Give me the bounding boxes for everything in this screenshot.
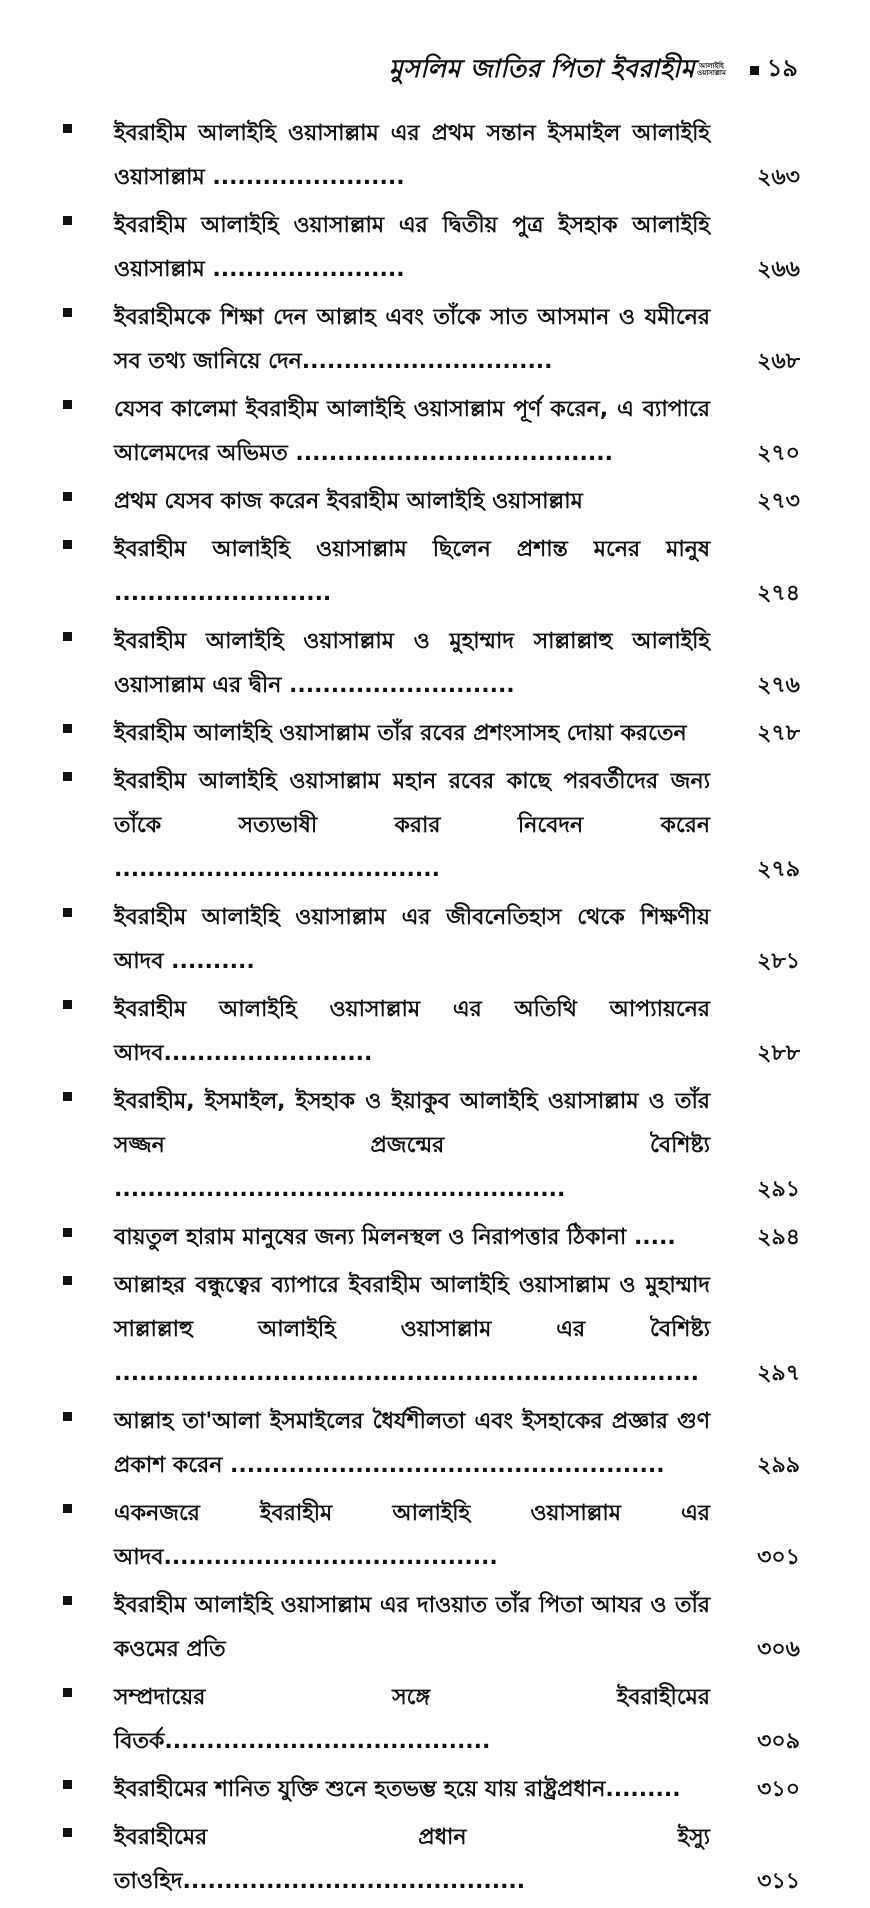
toc-entry-title: ইবরাহীম আলাইহি ওয়াসাল্লাম এর জীবনেতিহাস থেকে শিক্ষণীয় আদব .......... xyxy=(114,905,710,974)
bullet-icon xyxy=(63,1092,72,1101)
toc-entry xyxy=(60,204,800,292)
bullet-icon xyxy=(63,724,72,733)
toc-entry xyxy=(60,480,800,524)
bullet-icon xyxy=(63,1276,72,1285)
toc-entry-title: ইবরাহীম আলাইহি ওয়াসাল্লাম মহান রবের কাছে পরবর্তীদের জন্য তাঁকে সত্যভাষী করার নিবেদন করেন ....................................... xyxy=(114,769,710,882)
bullet-icon xyxy=(63,540,72,549)
bullet-icon xyxy=(63,1228,72,1237)
toc-entry-title: ইবরাহীমের প্রধান ইস্যু তাওহিদ......................................... xyxy=(114,1825,710,1894)
toc-entry-page: ৩১০ xyxy=(757,1777,800,1802)
toc-entry-title: ইবরাহীমকে শিক্ষা দেন আল্লাহ এবং তাঁকে সাত আসমান ও যমীনের সব তথ্য জানিয়ে দেন.............................. xyxy=(114,305,710,374)
toc-entry-title: ইবরাহীম আলাইহি ওয়াসাল্লাম ছিলেন প্রশান্ত মনের মানুষ .......................... xyxy=(114,537,710,606)
toc-entry xyxy=(60,620,800,708)
toc-entry-page: ২৯৪ xyxy=(757,1225,800,1250)
honorific-bottom: ওয়াসাল্লাম xyxy=(696,69,726,77)
toc-entry-title: সম্প্রদায়ের সঙ্গে ইবরাহীমের বিতর্ক....................................... xyxy=(114,1685,710,1754)
toc-entry xyxy=(60,1768,800,1812)
bullet-icon xyxy=(63,1780,72,1789)
toc-entry-title: বায়তুল হারাম মানুষের জন্য মিলনস্থল ও নিরাপত্তার ঠিকানা ..... xyxy=(114,1225,676,1250)
bullet-icon xyxy=(63,400,72,409)
toc-entry xyxy=(60,1264,800,1396)
toc-entry xyxy=(60,112,800,200)
page-number: ১৯ xyxy=(766,54,798,82)
bullet-icon xyxy=(63,492,72,501)
toc-entry-page: ২৬৩ xyxy=(757,165,800,190)
toc-entry-title: ইবরাহীম আলাইহি ওয়াসাল্লাম তাঁর রবের প্রশংসাসহ দোয়া করতেন xyxy=(114,721,687,746)
toc-entry-page: ২৮১ xyxy=(757,949,800,974)
toc-entry-title: ইবরাহীম আলাইহি ওয়াসাল্লাম ও মুহাম্মাদ সাল্লাল্লাহু আলাইহি ওয়াসাল্লাম এর দ্বীন ........................... xyxy=(114,629,710,698)
toc-entry-page: ৩০৬ xyxy=(757,1637,800,1662)
toc-entry xyxy=(60,712,800,756)
toc-entry xyxy=(60,1492,800,1580)
running-title: মুসলিম জাতির পিতা ইবরাহীম xyxy=(388,53,695,83)
toc-entry-page: ৩১১ xyxy=(757,1869,800,1894)
toc-entry-page: ২৭৩ xyxy=(757,489,800,514)
bullet-icon xyxy=(63,1504,72,1513)
toc-entry-title: ইবরাহীমের শানিত যুক্তি শুনে হতভম্ভ হয়ে যায় রাষ্ট্রপ্রধান......... xyxy=(114,1777,681,1802)
bullet-icon xyxy=(63,216,72,225)
toc-entry-page: ২৯১ xyxy=(757,1177,800,1202)
toc-entry-title: একনজরে ইবরাহীম আলাইহি ওয়াসাল্লাম এর আদব........................................ xyxy=(114,1501,710,1570)
toc-entry-page: ২৯৯ xyxy=(757,1453,800,1478)
toc-entry-page: ২৭০ xyxy=(757,441,800,466)
toc-entry xyxy=(60,1676,800,1764)
bullet-icon xyxy=(63,772,72,781)
toc-entry-page: ২৭৮ xyxy=(757,721,800,746)
toc-entry xyxy=(60,1816,800,1904)
toc-entry-page: ৩০৯ xyxy=(757,1729,800,1754)
toc-entry xyxy=(60,296,800,384)
toc-entry-page: ২৭৬ xyxy=(757,673,800,698)
toc-entry xyxy=(60,1080,800,1212)
bullet-icon xyxy=(63,308,72,317)
toc-entry-title: ইবরাহীম আলাইহি ওয়াসাল্লাম এর দ্বিতীয় পুত্র ইসহাক আলাইহি ওয়াসাল্লাম ....................... xyxy=(114,213,710,282)
bullet-icon xyxy=(63,632,72,641)
toc-entry xyxy=(60,988,800,1076)
toc-entry-title: প্রথম যেসব কাজ করেন ইবরাহীম আলাইহি ওয়াসাল্লাম xyxy=(114,489,583,514)
toc-entry-page: ২৬৮ xyxy=(757,349,800,374)
toc-entry xyxy=(60,896,800,984)
bullet-icon xyxy=(63,124,72,133)
toc-entry-page: ২৭৪ xyxy=(757,581,800,606)
bullet-icon xyxy=(63,1412,72,1421)
toc-entry-page: ২৭৯ xyxy=(757,857,800,882)
toc-entry xyxy=(60,760,800,892)
toc-entry xyxy=(60,388,800,476)
honorific-calligraphy xyxy=(697,63,726,77)
toc-entry-title: ইবরাহীম, ইসমাইল, ইসহাক ও ইয়াকুব আলাইহি ওয়াসাল্লাম ও তাঁর সজ্জন প্রজন্মের বৈশিষ্ট্য ...................................................... xyxy=(114,1089,710,1202)
table-of-contents xyxy=(60,112,800,1908)
toc-entry xyxy=(60,528,800,616)
bullet-icon xyxy=(63,1828,72,1837)
page-header xyxy=(300,48,798,92)
toc-entry xyxy=(60,1216,800,1260)
toc-entry-title: ইবরাহীম আলাইহি ওয়াসাল্লাম এর প্রথম সন্তান ইসমাইল আলাইহি ওয়াসাল্লাম ....................... xyxy=(114,121,710,190)
toc-entry-page: ২৮৮ xyxy=(757,1041,800,1066)
toc-entry-page: ২৯৭ xyxy=(757,1361,800,1386)
toc-entry-title: ইবরাহীম আলাইহি ওয়াসাল্লাম এর দাওয়াত তাঁর পিতা আযর ও তাঁর কওমের প্রতি xyxy=(114,1593,710,1662)
toc-entry-page: ৩০১ xyxy=(757,1545,800,1570)
bullet-icon xyxy=(63,1000,72,1009)
header-bullet-icon xyxy=(750,66,759,75)
toc-entry-title: আল্লাহর বন্ধুত্বের ব্যাপারে ইবরাহীম আলাইহি ওয়াসাল্লাম ও মুহাম্মাদ সাল্লাল্লাহু আলাইহি ওয়াসাল্লাম এর বৈশিষ্ট্য ...................................................................... xyxy=(114,1273,710,1386)
toc-entry xyxy=(60,1584,800,1672)
toc-entry-title: আল্লাহ তা'আলা ইসমাইলের ধৈর্যশীলতা এবং ইসহাকের প্রজ্ঞার গুণ প্রকাশ করেন .................................................... xyxy=(114,1409,710,1478)
toc-entry-page: ২৬৬ xyxy=(757,257,800,282)
bullet-icon xyxy=(63,908,72,917)
bullet-icon xyxy=(63,1596,72,1605)
toc-entry-title: ইবরাহীম আলাইহি ওয়াসাল্লাম এর অতিথি আপ্যায়নের আদব......................... xyxy=(114,997,710,1066)
toc-entry xyxy=(60,1400,800,1488)
honorific-top: আলাইহি xyxy=(699,62,724,70)
toc-entry-title: যেসব কালেমা ইবরাহীম আলাইহি ওয়াসাল্লাম পূর্ণ করেন, এ ব্যাপারে আলেমদের অভিমত ...................................... xyxy=(114,397,710,466)
bullet-icon xyxy=(63,1688,72,1697)
